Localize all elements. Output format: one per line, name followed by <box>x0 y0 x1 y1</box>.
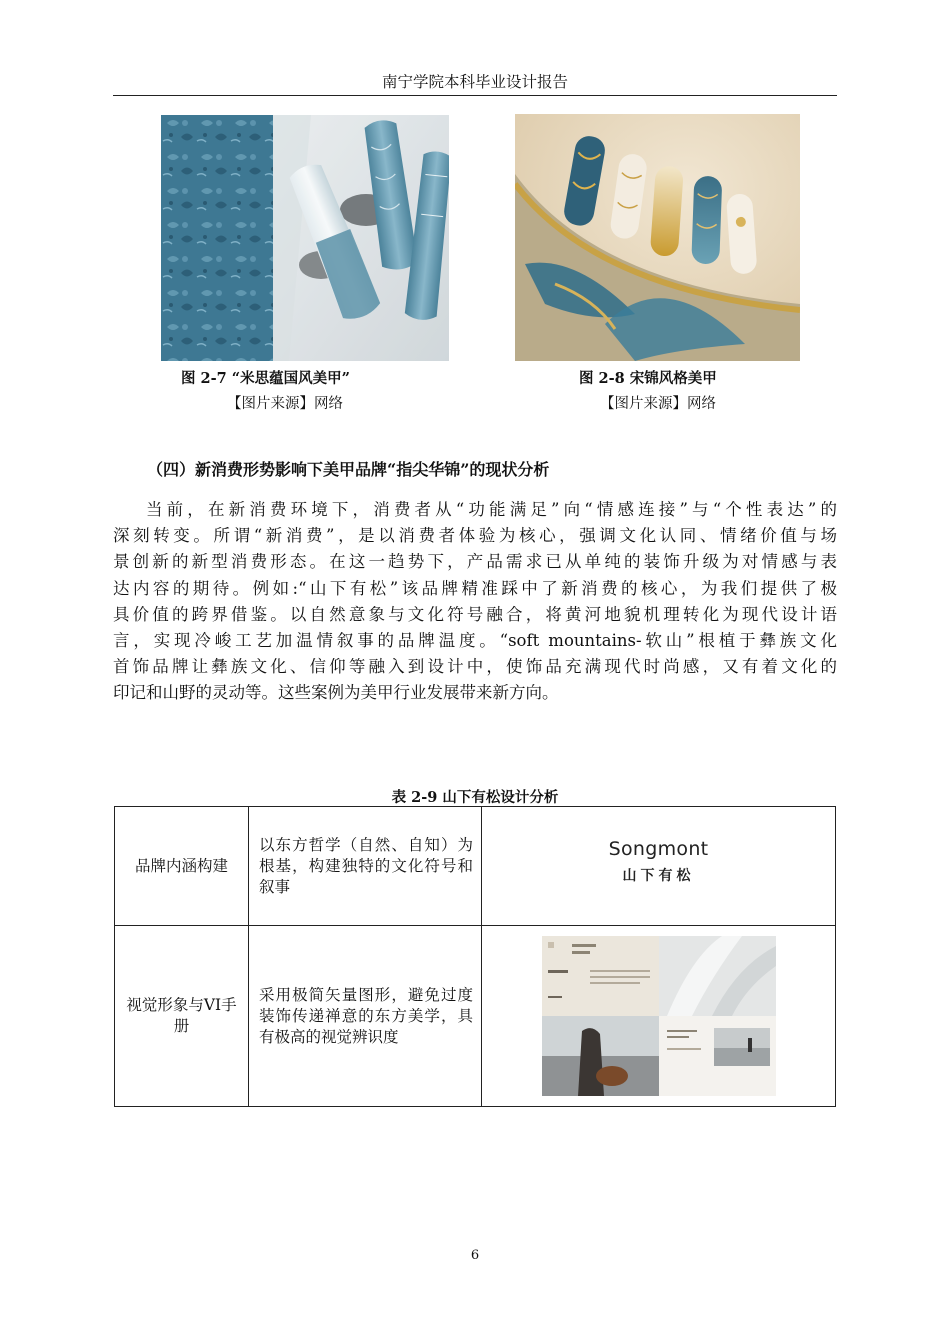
brand-logo-chinese: 山下有松 <box>622 868 695 884</box>
table-row <box>115 926 836 1107</box>
body-line: 景创新的新型消费形态。在这一趋势下，产品需求已从单纯的装饰升级为对情感与表 <box>113 552 837 572</box>
brand-logo-english: Songmont <box>608 838 709 860</box>
figure-2-7-image <box>161 115 449 361</box>
body-line: 言，实现冷峻工艺加温情叙事的品牌温度。“soft mountains-软山”根植于彝族文化 <box>113 630 837 650</box>
vi-manual-cell <box>482 926 836 1107</box>
brand-logo-cell <box>482 807 836 926</box>
body-line: 达内容的期待。例如:“山下有松”该品牌精准踩中了新消费的核心，为我们提供了极 <box>113 578 837 598</box>
body-line: 首饰品牌让彝族文化、信仰等融入到设计中，使饰品充满现代时尚感，又有着文化的 <box>113 657 837 677</box>
row-description: 以东方哲学（自然、自知）为根基，构建独特的文化符号和叙事 <box>249 807 482 926</box>
design-analysis-table <box>114 806 836 1107</box>
page-header: 南宁学院本科毕业设计报告 <box>381 73 568 91</box>
figure-2-7-source: 【图片来源】网络 <box>227 396 343 412</box>
body-paragraph <box>113 497 837 707</box>
figure-2-8-caption: 图 2-8 宋锦风格美甲 <box>579 370 717 387</box>
body-line: 印记和山野的灵动等。这些案例为美甲行业发展带来新方向。 <box>113 683 559 703</box>
section-heading: （四）新消费形势影响下美甲品牌“指尖华锦”的现状分析 <box>147 460 550 479</box>
table-title: 表 2-9 山下有松设计分析 <box>391 789 559 806</box>
vi-manual-collage <box>542 936 776 1096</box>
figure-2-7-caption: 图 2-7 “米思蕴国风美甲” <box>181 370 350 387</box>
page-number: 6 <box>470 1248 480 1263</box>
figure-2-8-image <box>515 114 800 361</box>
blue-floral-fabric-nail-photo <box>161 115 449 361</box>
table-row <box>115 807 836 926</box>
figure-2-8-source: 【图片来源】网络 <box>600 396 716 412</box>
body-line: 具价值的跨界借鉴。以自然意象与文化符号融合，将黄河地貌机理转化为现代设计语 <box>113 604 837 624</box>
row-label: 品牌内涵构建 <box>115 807 249 926</box>
body-line: 深刻转变。所谓“新消费”，是以消费者体验为核心，强调文化认同、情绪价值与场 <box>113 526 837 546</box>
body-line: 当前，在新消费环境下，消费者从“功能满足”向“情感连接”与“个性表达”的 <box>146 500 837 519</box>
song-brocade-nail-photo <box>515 114 800 361</box>
row-label: 视觉形象与VI手册 <box>115 926 249 1107</box>
row-description: 采用极简矢量图形，避免过度装饰传递禅意的东方美学，具有极高的视觉辨识度 <box>249 926 482 1107</box>
header-rule <box>113 95 837 96</box>
